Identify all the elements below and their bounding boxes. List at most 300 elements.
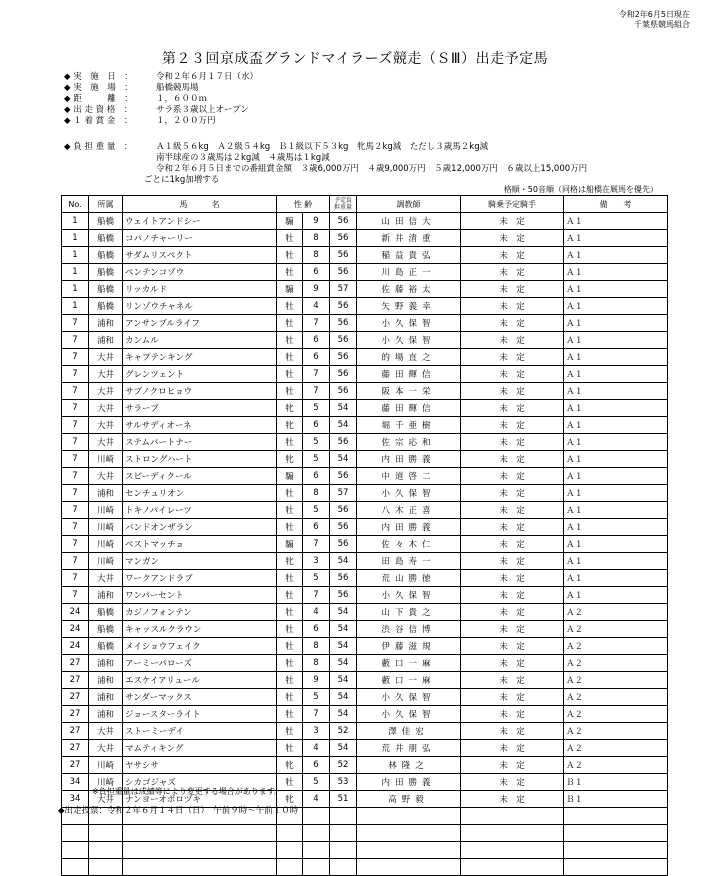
cell-sex: 牝 <box>277 757 303 774</box>
info-value: サラ系３歳以上オープン <box>156 105 249 115</box>
cell-note: Ａ１ <box>564 213 668 230</box>
cell-age: 6 <box>303 417 330 434</box>
cell-note: Ａ１ <box>564 434 668 451</box>
cell-jockey: 未 定 <box>461 621 564 638</box>
cell-jockey: 未 定 <box>461 400 564 417</box>
cell-sex: 牡 <box>277 604 303 621</box>
cell-weight: 53 <box>330 774 357 791</box>
cell-age: 6 <box>303 621 330 638</box>
cell-sex: 牡 <box>277 434 303 451</box>
weight-rules-line3: 令和２年６月５日までの番組賞金額 ３歳6,000万円 ４歳9,000万円 ５歳12,000万円 ６歳以上15,000万円 <box>156 164 588 174</box>
cell-note: Ａ１ <box>564 502 668 519</box>
cell-age: 4 <box>303 740 330 757</box>
cell-trainer: 矢野義幸 <box>357 298 461 315</box>
empty-cell <box>123 825 277 842</box>
cell-sex: 牡 <box>277 638 303 655</box>
cell-jockey: 未 定 <box>461 638 564 655</box>
cell-belong: 大井 <box>89 417 123 434</box>
cell-horse: スピーディクール <box>123 468 277 485</box>
cell-trainer: 佐藤裕太 <box>357 281 461 298</box>
cell-belong: 浦和 <box>89 315 123 332</box>
cell-no: 7 <box>62 315 89 332</box>
cell-horse: ペンテンコゾウ <box>123 264 277 281</box>
table-row <box>62 315 668 332</box>
cell-belong: 大井 <box>89 570 123 587</box>
cell-belong: 川崎 <box>89 757 123 774</box>
cell-horse: マンガン <box>123 553 277 570</box>
cell-belong: 船橋 <box>89 281 123 298</box>
cell-age: 4 <box>303 604 330 621</box>
col-header-no: No. <box>62 196 89 213</box>
table-row <box>62 383 668 400</box>
cell-note: Ａ１ <box>564 417 668 434</box>
organization-name: 千葉県競馬組合 <box>634 20 690 29</box>
cell-weight: 54 <box>330 604 357 621</box>
table-row <box>62 451 668 468</box>
cell-belong: 船橋 <box>89 247 123 264</box>
cell-weight: 56 <box>330 468 357 485</box>
cell-belong: 浦和 <box>89 672 123 689</box>
table-row <box>62 689 668 706</box>
cell-weight: 56 <box>330 434 357 451</box>
cell-sex: 牝 <box>277 417 303 434</box>
cell-belong: 大井 <box>89 791 123 808</box>
col-header-weight: 予定負担重量 <box>330 196 357 213</box>
cell-horse: ウェイトアンドシー <box>123 213 277 230</box>
cell-trainer: 伊藤滋規 <box>357 638 461 655</box>
cell-trainer: 藪口一麻 <box>357 655 461 672</box>
cell-weight: 51 <box>330 791 357 808</box>
cell-note: Ａ１ <box>564 536 668 553</box>
cell-note: Ａ２ <box>564 672 668 689</box>
table-row <box>62 417 668 434</box>
cell-horse: リンゾウチャネル <box>123 298 277 315</box>
cell-jockey: 未 定 <box>461 706 564 723</box>
cell-note: Ｂ１ <box>564 774 668 791</box>
cell-no: 27 <box>62 672 89 689</box>
cell-weight: 57 <box>330 281 357 298</box>
cell-weight: 54 <box>330 706 357 723</box>
cell-note: Ａ２ <box>564 723 668 740</box>
cell-note: Ｂ１ <box>564 791 668 808</box>
empty-cell <box>330 842 357 859</box>
cell-age: 8 <box>303 638 330 655</box>
cell-jockey: 未 定 <box>461 264 564 281</box>
table-row <box>62 604 668 621</box>
cell-note: Ａ２ <box>564 689 668 706</box>
cell-note: Ａ２ <box>564 740 668 757</box>
cell-age: 7 <box>303 706 330 723</box>
empty-cell <box>277 825 303 842</box>
cell-belong: 川崎 <box>89 502 123 519</box>
table-row <box>62 587 668 604</box>
cell-horse: エスケイアリュール <box>123 672 277 689</box>
table-row <box>62 400 668 417</box>
cell-belong: 船橋 <box>89 213 123 230</box>
weight-rules-line2: 南半球産の３歳馬は２kg減 ４歳馬は１kg減 <box>156 153 330 163</box>
cell-jockey: 未 定 <box>461 247 564 264</box>
cell-jockey: 未 定 <box>461 213 564 230</box>
page-title: 第２３回京成盃グランドマイラーズ競走（ＳⅢ）出走予定馬 <box>161 51 549 67</box>
cell-belong: 川崎 <box>89 536 123 553</box>
cell-sex: 牡 <box>277 689 303 706</box>
weight-rules-line4: ごとに1kg加増する <box>144 175 220 185</box>
cell-note: Ａ１ <box>564 451 668 468</box>
empty-cell <box>357 842 461 859</box>
cell-no: 7 <box>62 366 89 383</box>
cell-weight: 56 <box>330 213 357 230</box>
cell-horse: メイショウフェイク <box>123 638 277 655</box>
table-header-row <box>62 196 668 213</box>
cell-no: 7 <box>62 553 89 570</box>
table-row <box>62 332 668 349</box>
cell-jockey: 未 定 <box>461 553 564 570</box>
cell-belong: 浦和 <box>89 587 123 604</box>
cell-note: Ａ２ <box>564 706 668 723</box>
cell-horse: バンドオンザラン <box>123 519 277 536</box>
cell-no: 7 <box>62 519 89 536</box>
table-row <box>62 247 668 264</box>
cell-jockey: 未 定 <box>461 502 564 519</box>
cell-trainer: 川島正一 <box>357 264 461 281</box>
cell-horse: サブノクロヒョウ <box>123 383 277 400</box>
table-row <box>62 519 668 536</box>
cell-trainer: 林隆之 <box>357 757 461 774</box>
cell-no: 7 <box>62 383 89 400</box>
empty-cell <box>357 825 461 842</box>
cell-trainer: 藤田輝信 <box>357 366 461 383</box>
cell-note: Ａ２ <box>564 604 668 621</box>
cell-sex: 牡 <box>277 332 303 349</box>
table-row <box>62 706 668 723</box>
cell-sex: 牝 <box>277 791 303 808</box>
cell-no: 24 <box>62 638 89 655</box>
table-row <box>62 366 668 383</box>
cell-age: 5 <box>303 689 330 706</box>
info-row-venue <box>64 83 258 94</box>
cell-age: 6 <box>303 468 330 485</box>
empty-cell <box>277 859 303 876</box>
cell-jockey: 未 定 <box>461 383 564 400</box>
cell-age: 6 <box>303 332 330 349</box>
cell-no: 1 <box>62 247 89 264</box>
cell-note: Ａ２ <box>564 655 668 672</box>
cell-jockey: 未 定 <box>461 519 564 536</box>
cell-note: Ａ１ <box>564 383 668 400</box>
cell-trainer: 小久保智 <box>357 706 461 723</box>
cell-no: 7 <box>62 400 89 417</box>
cell-sex: 牡 <box>277 485 303 502</box>
cell-no: 1 <box>62 298 89 315</box>
cell-note: Ａ１ <box>564 298 668 315</box>
info-label: ◆ 実 施 日 ： <box>64 72 133 82</box>
cell-jockey: 未 定 <box>461 757 564 774</box>
cell-sex: 牡 <box>277 655 303 672</box>
cell-jockey: 未 定 <box>461 485 564 502</box>
cell-no: 7 <box>62 349 89 366</box>
cell-weight: 56 <box>330 298 357 315</box>
cell-belong: 船橋 <box>89 621 123 638</box>
cell-no: 24 <box>62 604 89 621</box>
empty-cell <box>564 859 668 876</box>
cell-sex: 牡 <box>277 621 303 638</box>
cell-belong: 川崎 <box>89 519 123 536</box>
cell-age: 5 <box>303 400 330 417</box>
cell-age: 5 <box>303 502 330 519</box>
cell-age: 7 <box>303 366 330 383</box>
cell-weight: 54 <box>330 672 357 689</box>
cell-trainer: 荒山勝徳 <box>357 570 461 587</box>
cell-note: Ａ１ <box>564 570 668 587</box>
info-label: ◆ 実 施 場 ： <box>64 83 133 93</box>
cell-no: 7 <box>62 468 89 485</box>
empty-cell <box>330 859 357 876</box>
cell-trainer: 内田勝義 <box>357 451 461 468</box>
info-value: １，２００万円 <box>156 116 216 126</box>
cell-trainer: 荒井朋弘 <box>357 740 461 757</box>
empty-cell <box>62 825 89 842</box>
empty-cell <box>330 825 357 842</box>
cell-no: 7 <box>62 485 89 502</box>
cell-no: 27 <box>62 740 89 757</box>
cell-no: 7 <box>62 417 89 434</box>
cell-trainer: 中道啓二 <box>357 468 461 485</box>
cell-trainer: 新井清重 <box>357 230 461 247</box>
cell-belong: 川崎 <box>89 553 123 570</box>
cell-sex: 牝 <box>277 451 303 468</box>
cell-belong: 大井 <box>89 366 123 383</box>
table-row <box>62 638 668 655</box>
table-row <box>62 621 668 638</box>
cell-weight: 56 <box>330 383 357 400</box>
cell-age: 8 <box>303 485 330 502</box>
cell-weight: 52 <box>330 723 357 740</box>
table-row <box>62 723 668 740</box>
cell-weight: 54 <box>330 417 357 434</box>
cell-belong: 浦和 <box>89 332 123 349</box>
empty-cell <box>123 842 277 859</box>
cell-horse: ヤサシサ <box>123 757 277 774</box>
cell-age: 5 <box>303 570 330 587</box>
cell-no: 27 <box>62 723 89 740</box>
cell-trainer: 渋谷信博 <box>357 621 461 638</box>
cell-no: 7 <box>62 434 89 451</box>
cell-horse: アンサンブルライフ <box>123 315 277 332</box>
cell-weight: 56 <box>330 536 357 553</box>
cell-age: 7 <box>303 536 330 553</box>
race-info <box>64 72 258 127</box>
cell-belong: 川崎 <box>89 451 123 468</box>
cell-age: 9 <box>303 213 330 230</box>
cell-horse: サラーブ <box>123 400 277 417</box>
cell-sex: 牡 <box>277 774 303 791</box>
cell-age: 3 <box>303 723 330 740</box>
cell-age: 4 <box>303 298 330 315</box>
cell-horse: マムティキング <box>123 740 277 757</box>
cell-age: 7 <box>303 315 330 332</box>
cell-horse: コパノチャーリー <box>123 230 277 247</box>
cell-age: 6 <box>303 349 330 366</box>
empty-cell <box>89 825 123 842</box>
cell-jockey: 未 定 <box>461 689 564 706</box>
cell-belong: 大井 <box>89 383 123 400</box>
cell-weight: 52 <box>330 757 357 774</box>
cell-weight: 56 <box>330 502 357 519</box>
empty-table-row <box>62 825 668 842</box>
cell-horse: ステムパートナー <box>123 434 277 451</box>
cell-sex: 牡 <box>277 349 303 366</box>
cell-horse: シカゴジャズ <box>123 774 277 791</box>
cell-weight: 56 <box>330 264 357 281</box>
cell-jockey: 未 定 <box>461 604 564 621</box>
empty-cell <box>89 859 123 876</box>
cell-belong: 大井 <box>89 349 123 366</box>
cell-weight: 56 <box>330 315 357 332</box>
cell-trainer: 藪口一麻 <box>357 672 461 689</box>
empty-cell <box>303 859 330 876</box>
cell-note: Ａ１ <box>564 264 668 281</box>
info-label: ◆ 出 走 資 格 ： <box>64 105 133 115</box>
cell-note: Ａ１ <box>564 281 668 298</box>
table-row <box>62 740 668 757</box>
header-block <box>619 10 690 30</box>
cell-belong: 船橋 <box>89 264 123 281</box>
cell-horse: サンダーマックス <box>123 689 277 706</box>
weight-rules-line1: Ａ１級５６kg Ａ２級５４kg Ｂ１級以下５３kg 牝馬２kg減 ただし３歳馬２kg減 <box>156 142 489 152</box>
cell-belong: 船橋 <box>89 230 123 247</box>
cell-horse: ストロングハート <box>123 451 277 468</box>
cell-sex: 騸 <box>277 281 303 298</box>
cell-jockey: 未 定 <box>461 672 564 689</box>
cell-jockey: 未 定 <box>461 298 564 315</box>
cell-sex: 牡 <box>277 366 303 383</box>
cell-weight: 54 <box>330 451 357 468</box>
table-row <box>62 468 668 485</box>
entry-deadline: ◆出走投票：令和２年６月１４日（日） 午前９時～午前１０時 <box>58 806 299 816</box>
cell-trainer: 高野毅 <box>357 791 461 808</box>
cell-jockey: 未 定 <box>461 774 564 791</box>
cell-belong: 浦和 <box>89 706 123 723</box>
empty-cell <box>277 842 303 859</box>
cell-horse: グレンツェント <box>123 366 277 383</box>
cell-weight: 56 <box>330 349 357 366</box>
cell-jockey: 未 定 <box>461 587 564 604</box>
empty-cell <box>62 842 89 859</box>
cell-horse: トキノパイレーツ <box>123 502 277 519</box>
empty-cell <box>303 842 330 859</box>
cell-belong: 大井 <box>89 723 123 740</box>
cell-horse: キャプテンキング <box>123 349 277 366</box>
cell-note: Ａ１ <box>564 349 668 366</box>
cell-belong: 浦和 <box>89 655 123 672</box>
cell-no: 27 <box>62 757 89 774</box>
info-row-date <box>64 72 258 83</box>
cell-horse: センチュリオン <box>123 485 277 502</box>
cell-horse: ワークアンドラブ <box>123 570 277 587</box>
table-row <box>62 434 668 451</box>
cell-trainer: 山下貴之 <box>357 604 461 621</box>
cell-jockey: 未 定 <box>461 230 564 247</box>
cell-age: 8 <box>303 655 330 672</box>
cell-sex: 牡 <box>277 383 303 400</box>
table-row <box>62 757 668 774</box>
cell-trainer: 八木正喜 <box>357 502 461 519</box>
table-row <box>62 553 668 570</box>
cell-trainer: 小久保智 <box>357 332 461 349</box>
table-row <box>62 349 668 366</box>
info-label: ◆ １ 着 賞 金 ： <box>64 116 133 126</box>
cell-jockey: 未 定 <box>461 570 564 587</box>
cell-age: 9 <box>303 281 330 298</box>
info-value: 船橋競馬場 <box>156 83 199 93</box>
cell-weight: 56 <box>330 587 357 604</box>
cell-no: 1 <box>62 264 89 281</box>
empty-cell <box>461 842 564 859</box>
table-row <box>62 281 668 298</box>
cell-trainer: 澤佳宏 <box>357 723 461 740</box>
cell-sex: 牡 <box>277 298 303 315</box>
cell-trainer: 佐宗応和 <box>357 434 461 451</box>
empty-cell <box>461 859 564 876</box>
cell-weight: 56 <box>330 570 357 587</box>
cell-sex: 牡 <box>277 247 303 264</box>
footnote: ※負担重量は成績等により変更する場合があります。 <box>92 787 283 796</box>
cell-age: 6 <box>303 757 330 774</box>
cell-horse: ワンパーセント <box>123 587 277 604</box>
table-body <box>62 213 668 876</box>
empty-cell <box>564 842 668 859</box>
cell-sex: 牡 <box>277 315 303 332</box>
col-header-trainer: 調教師 <box>357 196 461 213</box>
table-row <box>62 230 668 247</box>
cell-sex: 牡 <box>277 706 303 723</box>
cell-belong: 大井 <box>89 740 123 757</box>
cell-trainer: 佐々木仁 <box>357 536 461 553</box>
cell-no: 7 <box>62 502 89 519</box>
cell-weight: 54 <box>330 553 357 570</box>
cell-trainer: 田島寿一 <box>357 553 461 570</box>
cell-sex: 牝 <box>277 553 303 570</box>
cell-sex: 牡 <box>277 502 303 519</box>
cell-horse: キャッスルクラウン <box>123 621 277 638</box>
cell-age: 8 <box>303 230 330 247</box>
cell-belong: 浦和 <box>89 689 123 706</box>
cell-no: 34 <box>62 774 89 791</box>
entries-table <box>61 195 668 876</box>
cell-sex: 牝 <box>277 400 303 417</box>
info-row-distance <box>64 94 258 105</box>
cell-weight: 56 <box>330 247 357 264</box>
cell-note: Ａ１ <box>564 230 668 247</box>
cell-jockey: 未 定 <box>461 723 564 740</box>
cell-age: 9 <box>303 672 330 689</box>
ordering-note: 格順・50音順（同格は船橋在厩馬を優先） <box>503 185 658 194</box>
cell-note: Ａ２ <box>564 638 668 655</box>
cell-belong: 船橋 <box>89 604 123 621</box>
cell-note: Ａ１ <box>564 587 668 604</box>
cell-trainer: 内田勝義 <box>357 519 461 536</box>
cell-trainer: 堀千亜樹 <box>357 417 461 434</box>
cell-weight: 56 <box>330 519 357 536</box>
cell-sex: 牡 <box>277 740 303 757</box>
cell-sex: 騸 <box>277 536 303 553</box>
cell-belong: 大井 <box>89 434 123 451</box>
cell-note: Ａ１ <box>564 332 668 349</box>
empty-table-row <box>62 842 668 859</box>
as-of-date: 令和2年6月5日現在 <box>618 10 690 19</box>
empty-cell <box>62 859 89 876</box>
info-label: ◆ 距 離 ： <box>64 94 133 104</box>
